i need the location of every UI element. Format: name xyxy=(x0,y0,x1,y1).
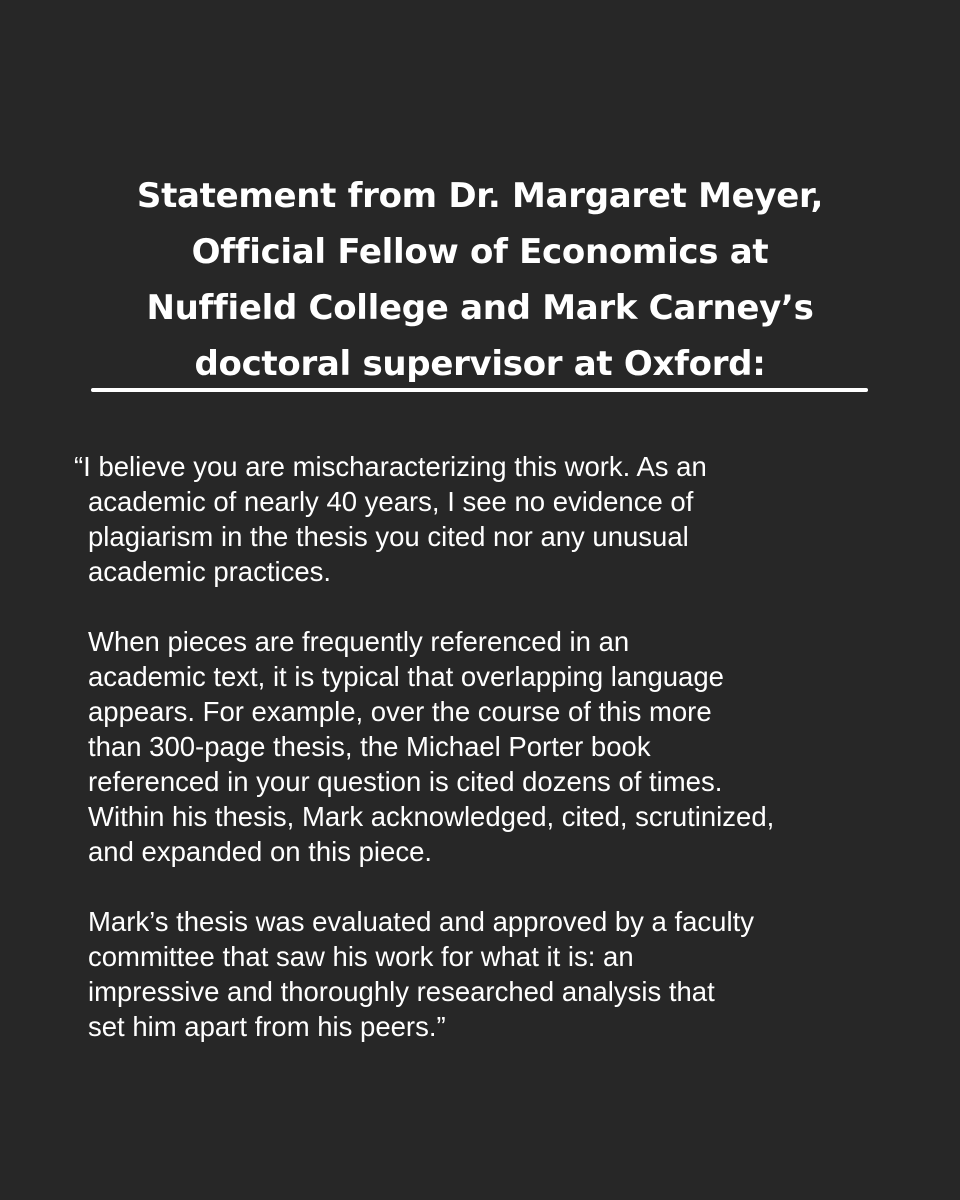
quote-paragraph-2 xyxy=(74,624,894,869)
quote-line: academic text, it is typical that overlapping language xyxy=(88,661,724,692)
quote-line: committee that saw his work for what it is: an xyxy=(88,941,634,972)
quote-line: than 300-page thesis, the Michael Porter book xyxy=(88,731,651,762)
quote-line: Within his thesis, Mark acknowledged, cited, scrutinized, xyxy=(88,801,775,832)
title-divider xyxy=(91,388,868,392)
title-line: doctoral supervisor at Oxford: xyxy=(194,344,766,384)
quote-line: appears. For example, over the course of this more xyxy=(88,696,712,727)
quote-line: academic of nearly 40 years, I see no evidence of xyxy=(88,486,694,517)
title-line: Statement from Dr. Margaret Meyer, xyxy=(136,176,824,216)
quote-line: “I believe you are mischaracterizing this work. As an xyxy=(74,451,707,482)
quote-line: set him apart from his peers.” xyxy=(88,1011,446,1042)
quote-body xyxy=(74,449,894,1044)
quote-line: When pieces are frequently referenced in an xyxy=(88,626,630,657)
quote-paragraph-1 xyxy=(74,449,894,589)
title-line: Official Fellow of Economics at xyxy=(191,232,769,272)
title-line: Nuffield College and Mark Carney’s xyxy=(146,288,814,328)
quote-line: referenced in your question is cited dozens of times. xyxy=(88,766,723,797)
quote-line: impressive and thoroughly researched analysis that xyxy=(88,976,715,1007)
quote-line: Mark’s thesis was evaluated and approved by a faculty xyxy=(88,906,754,937)
quote-paragraph-3 xyxy=(74,904,894,1044)
quote-line: academic practices. xyxy=(88,556,332,587)
statement-title xyxy=(60,168,900,392)
quote-line: plagiarism in the thesis you cited nor any unusual xyxy=(88,521,689,552)
quote-line: and expanded on this piece. xyxy=(88,836,433,867)
